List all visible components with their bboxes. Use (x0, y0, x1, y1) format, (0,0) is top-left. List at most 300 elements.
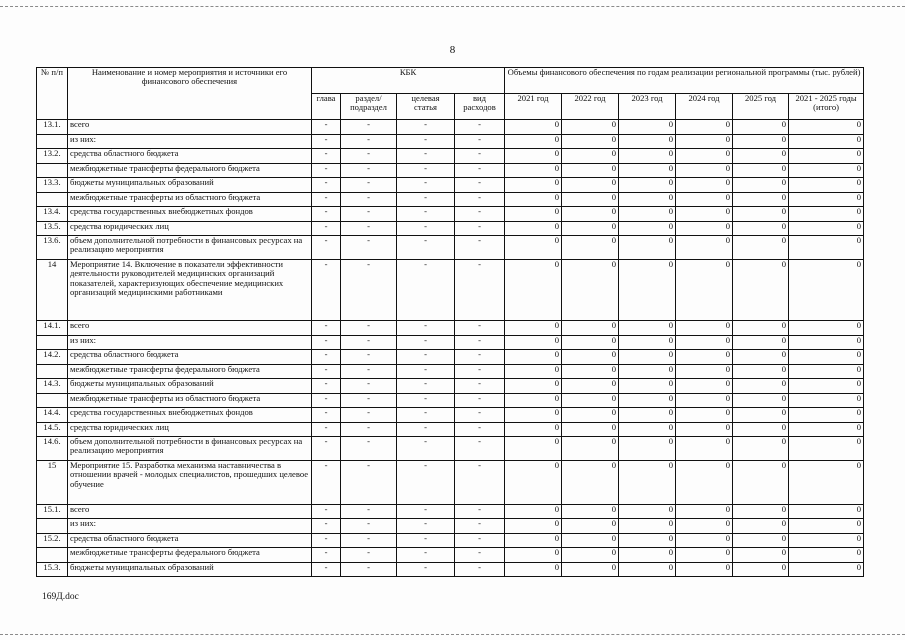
value-total: 0 (789, 178, 864, 193)
value-2021: 0 (505, 350, 562, 365)
kbk-razdel-cell: - (341, 422, 397, 437)
page-number: 8 (449, 44, 456, 56)
row-name: средства юридических лиц (68, 422, 312, 437)
value-2025: 0 (733, 178, 789, 193)
kbk-statya-cell: - (397, 350, 455, 365)
kbk-razdel-cell: - (341, 335, 397, 350)
kbk-vid-cell: - (455, 408, 505, 423)
value-2024: 0 (676, 321, 733, 336)
kbk-glava-cell: - (312, 519, 341, 534)
value-2022: 0 (562, 461, 619, 505)
value-2023: 0 (619, 260, 676, 321)
footer-filename: 169Д.doc (42, 592, 79, 602)
value-2025: 0 (733, 408, 789, 423)
value-total: 0 (789, 437, 864, 461)
kbk-vid-cell: - (455, 120, 505, 135)
header-2023: 2023 год (619, 94, 676, 120)
row-name: всего (68, 120, 312, 135)
row-name: средства юридических лиц (68, 221, 312, 236)
value-2025: 0 (733, 321, 789, 336)
table-row (37, 163, 864, 178)
row-number: 13.4. (37, 207, 68, 222)
value-2022: 0 (562, 207, 619, 222)
value-2025: 0 (733, 461, 789, 505)
value-total: 0 (789, 207, 864, 222)
header-num: № п/п (37, 68, 68, 120)
value-2023: 0 (619, 422, 676, 437)
row-number (37, 548, 68, 563)
row-name: межбюджетные трансферты федерального бюджета (68, 548, 312, 563)
value-2025: 0 (733, 379, 789, 394)
value-2021: 0 (505, 519, 562, 534)
row-name: из них: (68, 134, 312, 149)
kbk-statya-cell: - (397, 260, 455, 321)
kbk-vid-cell: - (455, 236, 505, 260)
value-2022: 0 (562, 519, 619, 534)
kbk-razdel-cell: - (341, 134, 397, 149)
table-row (37, 178, 864, 193)
value-2024: 0 (676, 134, 733, 149)
kbk-razdel-cell: - (341, 519, 397, 534)
value-2024: 0 (676, 379, 733, 394)
row-number (37, 364, 68, 379)
value-2024: 0 (676, 236, 733, 260)
value-2022: 0 (562, 408, 619, 423)
table-row (37, 461, 864, 505)
kbk-vid-cell: - (455, 260, 505, 321)
value-2025: 0 (733, 260, 789, 321)
page-edge-top (0, 6, 905, 7)
row-number (37, 134, 68, 149)
kbk-razdel-cell: - (341, 178, 397, 193)
header-statya: целевая статья (397, 94, 455, 120)
kbk-vid-cell: - (455, 207, 505, 222)
value-2024: 0 (676, 562, 733, 577)
value-2022: 0 (562, 221, 619, 236)
row-name: всего (68, 321, 312, 336)
value-2022: 0 (562, 149, 619, 164)
table-row (37, 437, 864, 461)
value-2023: 0 (619, 178, 676, 193)
kbk-razdel-cell: - (341, 350, 397, 365)
header-razdel: раздел/ подраздел (341, 94, 397, 120)
kbk-razdel-cell: - (341, 192, 397, 207)
value-2024: 0 (676, 437, 733, 461)
row-name: средства государственных внебюджетных фондов (68, 207, 312, 222)
value-2023: 0 (619, 120, 676, 135)
value-2023: 0 (619, 149, 676, 164)
kbk-glava-cell: - (312, 260, 341, 321)
kbk-statya-cell: - (397, 533, 455, 548)
value-2025: 0 (733, 350, 789, 365)
kbk-glava-cell: - (312, 548, 341, 563)
row-number (37, 192, 68, 207)
kbk-vid-cell: - (455, 461, 505, 505)
kbk-statya-cell: - (397, 335, 455, 350)
row-name: средства государственных внебюджетных фондов (68, 408, 312, 423)
table-row (37, 321, 864, 336)
kbk-glava-cell: - (312, 461, 341, 505)
value-2021: 0 (505, 335, 562, 350)
kbk-statya-cell: - (397, 562, 455, 577)
kbk-glava-cell: - (312, 364, 341, 379)
row-number: 14.4. (37, 408, 68, 423)
kbk-statya-cell: - (397, 364, 455, 379)
row-number: 15.3. (37, 562, 68, 577)
value-2023: 0 (619, 221, 676, 236)
value-2024: 0 (676, 163, 733, 178)
value-2022: 0 (562, 134, 619, 149)
table-row (37, 260, 864, 321)
value-2024: 0 (676, 335, 733, 350)
value-2023: 0 (619, 207, 676, 222)
kbk-razdel-cell: - (341, 236, 397, 260)
value-2025: 0 (733, 335, 789, 350)
value-total: 0 (789, 533, 864, 548)
kbk-vid-cell: - (455, 134, 505, 149)
value-2025: 0 (733, 364, 789, 379)
value-2024: 0 (676, 207, 733, 222)
value-2025: 0 (733, 422, 789, 437)
value-2024: 0 (676, 364, 733, 379)
kbk-vid-cell: - (455, 533, 505, 548)
value-2024: 0 (676, 393, 733, 408)
value-2021: 0 (505, 192, 562, 207)
value-2022: 0 (562, 548, 619, 563)
value-2023: 0 (619, 364, 676, 379)
kbk-glava-cell: - (312, 408, 341, 423)
value-total: 0 (789, 562, 864, 577)
value-2025: 0 (733, 236, 789, 260)
value-total: 0 (789, 149, 864, 164)
row-name: объем дополнительной потребности в финансовых ресурсах на реализацию мероприятия (68, 437, 312, 461)
value-total: 0 (789, 335, 864, 350)
row-number (37, 519, 68, 534)
value-total: 0 (789, 408, 864, 423)
value-2023: 0 (619, 519, 676, 534)
row-name: из них: (68, 519, 312, 534)
row-number: 15 (37, 461, 68, 505)
row-number: 14.3. (37, 379, 68, 394)
row-name: межбюджетные трансферты федерального бюджета (68, 364, 312, 379)
value-2023: 0 (619, 533, 676, 548)
value-2021: 0 (505, 408, 562, 423)
row-name: межбюджетные трансферты из областного бюджета (68, 192, 312, 207)
value-2021: 0 (505, 364, 562, 379)
value-2021: 0 (505, 461, 562, 505)
kbk-razdel-cell: - (341, 408, 397, 423)
value-2022: 0 (562, 562, 619, 577)
row-number: 13.5. (37, 221, 68, 236)
table-row (37, 519, 864, 534)
row-name: Мероприятие 14. Включение в показатели эффективности деятельности руководителей медицинских организаций показателей, характеризующих обеспечение медицинских организаций медицинскими работниками (68, 260, 312, 321)
value-total: 0 (789, 260, 864, 321)
table-row (37, 134, 864, 149)
value-2023: 0 (619, 236, 676, 260)
header-2022: 2022 год (562, 94, 619, 120)
row-number: 14.6. (37, 437, 68, 461)
kbk-vid-cell: - (455, 504, 505, 519)
header-total: 2021 - 2025 годы (итого) (789, 94, 864, 120)
value-2022: 0 (562, 504, 619, 519)
value-2022: 0 (562, 364, 619, 379)
value-total: 0 (789, 519, 864, 534)
kbk-statya-cell: - (397, 379, 455, 394)
kbk-vid-cell: - (455, 163, 505, 178)
kbk-glava-cell: - (312, 120, 341, 135)
row-name: из них: (68, 335, 312, 350)
kbk-vid-cell: - (455, 519, 505, 534)
value-2025: 0 (733, 149, 789, 164)
kbk-razdel-cell: - (341, 437, 397, 461)
kbk-glava-cell: - (312, 178, 341, 193)
value-2025: 0 (733, 533, 789, 548)
kbk-razdel-cell: - (341, 533, 397, 548)
kbk-razdel-cell: - (341, 149, 397, 164)
kbk-statya-cell: - (397, 422, 455, 437)
value-2021: 0 (505, 120, 562, 135)
value-2024: 0 (676, 192, 733, 207)
kbk-statya-cell: - (397, 393, 455, 408)
table-row (37, 533, 864, 548)
kbk-statya-cell: - (397, 192, 455, 207)
kbk-glava-cell: - (312, 192, 341, 207)
value-2025: 0 (733, 504, 789, 519)
value-2024: 0 (676, 504, 733, 519)
row-name: средства областного бюджета (68, 149, 312, 164)
kbk-statya-cell: - (397, 236, 455, 260)
value-2023: 0 (619, 548, 676, 563)
value-2023: 0 (619, 504, 676, 519)
kbk-glava-cell: - (312, 236, 341, 260)
value-2024: 0 (676, 461, 733, 505)
header-glava: глава (312, 94, 341, 120)
value-2024: 0 (676, 149, 733, 164)
value-total: 0 (789, 364, 864, 379)
kbk-razdel-cell: - (341, 364, 397, 379)
kbk-vid-cell: - (455, 379, 505, 394)
table-row (37, 335, 864, 350)
value-2023: 0 (619, 134, 676, 149)
row-name: Мероприятие 15. Разработка механизма наставничества в отношении врачей - молодых специалистов, прошедших целевое обучение (68, 461, 312, 505)
kbk-razdel-cell: - (341, 163, 397, 178)
value-2021: 0 (505, 207, 562, 222)
value-total: 0 (789, 163, 864, 178)
kbk-glava-cell: - (312, 207, 341, 222)
kbk-glava-cell: - (312, 393, 341, 408)
value-total: 0 (789, 120, 864, 135)
header-2021: 2021 год (505, 94, 562, 120)
table-row (37, 562, 864, 577)
row-number: 13.2. (37, 149, 68, 164)
value-total: 0 (789, 192, 864, 207)
kbk-razdel-cell: - (341, 548, 397, 563)
row-name: бюджеты муниципальных образований (68, 178, 312, 193)
value-2024: 0 (676, 260, 733, 321)
kbk-glava-cell: - (312, 504, 341, 519)
value-2024: 0 (676, 350, 733, 365)
kbk-razdel-cell: - (341, 504, 397, 519)
row-number: 14.5. (37, 422, 68, 437)
kbk-razdel-cell: - (341, 207, 397, 222)
value-2024: 0 (676, 408, 733, 423)
row-name: межбюджетные трансферты из областного бюджета (68, 393, 312, 408)
value-2023: 0 (619, 163, 676, 178)
value-2021: 0 (505, 422, 562, 437)
value-2021: 0 (505, 379, 562, 394)
value-total: 0 (789, 548, 864, 563)
value-2025: 0 (733, 163, 789, 178)
value-2021: 0 (505, 562, 562, 577)
header-2025: 2025 год (733, 94, 789, 120)
kbk-glava-cell: - (312, 221, 341, 236)
value-2023: 0 (619, 321, 676, 336)
value-2022: 0 (562, 178, 619, 193)
value-2023: 0 (619, 379, 676, 394)
kbk-vid-cell: - (455, 562, 505, 577)
table-row (37, 192, 864, 207)
value-2021: 0 (505, 393, 562, 408)
value-total: 0 (789, 221, 864, 236)
value-2023: 0 (619, 562, 676, 577)
table-row (37, 350, 864, 365)
kbk-statya-cell: - (397, 178, 455, 193)
kbk-razdel-cell: - (341, 379, 397, 394)
kbk-glava-cell: - (312, 562, 341, 577)
header-volumes: Объемы финансового обеспечения по годам реализации региональной программы (тыс. рублей) (505, 68, 864, 94)
row-number: 13.1. (37, 120, 68, 135)
row-number: 14.1. (37, 321, 68, 336)
value-2022: 0 (562, 393, 619, 408)
kbk-vid-cell: - (455, 548, 505, 563)
header-2024: 2024 год (676, 94, 733, 120)
kbk-vid-cell: - (455, 437, 505, 461)
kbk-statya-cell: - (397, 134, 455, 149)
kbk-razdel-cell: - (341, 461, 397, 505)
value-2025: 0 (733, 562, 789, 577)
row-name: объем дополнительной потребности в финансовых ресурсах на реализацию мероприятия (68, 236, 312, 260)
kbk-glava-cell: - (312, 134, 341, 149)
row-number (37, 335, 68, 350)
kbk-statya-cell: - (397, 149, 455, 164)
value-2022: 0 (562, 335, 619, 350)
kbk-statya-cell: - (397, 504, 455, 519)
kbk-glava-cell: - (312, 533, 341, 548)
kbk-vid-cell: - (455, 192, 505, 207)
value-2024: 0 (676, 548, 733, 563)
value-2025: 0 (733, 120, 789, 135)
value-2025: 0 (733, 192, 789, 207)
kbk-statya-cell: - (397, 321, 455, 336)
value-2025: 0 (733, 207, 789, 222)
kbk-razdel-cell: - (341, 393, 397, 408)
kbk-vid-cell: - (455, 221, 505, 236)
table-row (37, 221, 864, 236)
value-2022: 0 (562, 120, 619, 135)
kbk-statya-cell: - (397, 548, 455, 563)
row-number: 14 (37, 260, 68, 321)
row-name: средства областного бюджета (68, 533, 312, 548)
value-2025: 0 (733, 437, 789, 461)
table-row (37, 149, 864, 164)
kbk-razdel-cell: - (341, 120, 397, 135)
value-2021: 0 (505, 178, 562, 193)
row-number: 15.1. (37, 504, 68, 519)
row-number: 13.3. (37, 178, 68, 193)
value-2023: 0 (619, 350, 676, 365)
kbk-glava-cell: - (312, 379, 341, 394)
value-2025: 0 (733, 221, 789, 236)
value-2023: 0 (619, 393, 676, 408)
page-edge-bottom (0, 634, 905, 635)
kbk-razdel-cell: - (341, 260, 397, 321)
value-2022: 0 (562, 350, 619, 365)
table-row (37, 393, 864, 408)
value-2022: 0 (562, 437, 619, 461)
value-2022: 0 (562, 260, 619, 321)
kbk-razdel-cell: - (341, 221, 397, 236)
kbk-glava-cell: - (312, 335, 341, 350)
value-total: 0 (789, 461, 864, 505)
value-2021: 0 (505, 548, 562, 563)
row-number: 14.2. (37, 350, 68, 365)
kbk-vid-cell: - (455, 178, 505, 193)
table-row (37, 408, 864, 423)
table-row (37, 548, 864, 563)
value-total: 0 (789, 134, 864, 149)
financing-table (36, 67, 864, 577)
value-2021: 0 (505, 321, 562, 336)
value-2021: 0 (505, 260, 562, 321)
value-2022: 0 (562, 321, 619, 336)
value-2021: 0 (505, 437, 562, 461)
value-total: 0 (789, 393, 864, 408)
row-number (37, 163, 68, 178)
table-row (37, 120, 864, 135)
value-2021: 0 (505, 163, 562, 178)
value-2021: 0 (505, 221, 562, 236)
kbk-vid-cell: - (455, 335, 505, 350)
table-row (37, 207, 864, 222)
value-2025: 0 (733, 134, 789, 149)
kbk-vid-cell: - (455, 393, 505, 408)
row-number: 13.6. (37, 236, 68, 260)
value-2022: 0 (562, 192, 619, 207)
value-2025: 0 (733, 519, 789, 534)
value-2024: 0 (676, 422, 733, 437)
kbk-statya-cell: - (397, 221, 455, 236)
value-2021: 0 (505, 149, 562, 164)
value-2024: 0 (676, 533, 733, 548)
value-2021: 0 (505, 533, 562, 548)
kbk-vid-cell: - (455, 149, 505, 164)
table-row (37, 236, 864, 260)
kbk-statya-cell: - (397, 120, 455, 135)
table-row (37, 504, 864, 519)
value-total: 0 (789, 350, 864, 365)
header-vid: вид расходов (455, 94, 505, 120)
value-total: 0 (789, 236, 864, 260)
kbk-vid-cell: - (455, 321, 505, 336)
value-2023: 0 (619, 461, 676, 505)
kbk-glava-cell: - (312, 422, 341, 437)
table-row (37, 379, 864, 394)
table-row (37, 422, 864, 437)
kbk-vid-cell: - (455, 364, 505, 379)
kbk-razdel-cell: - (341, 562, 397, 577)
kbk-glava-cell: - (312, 321, 341, 336)
value-total: 0 (789, 379, 864, 394)
